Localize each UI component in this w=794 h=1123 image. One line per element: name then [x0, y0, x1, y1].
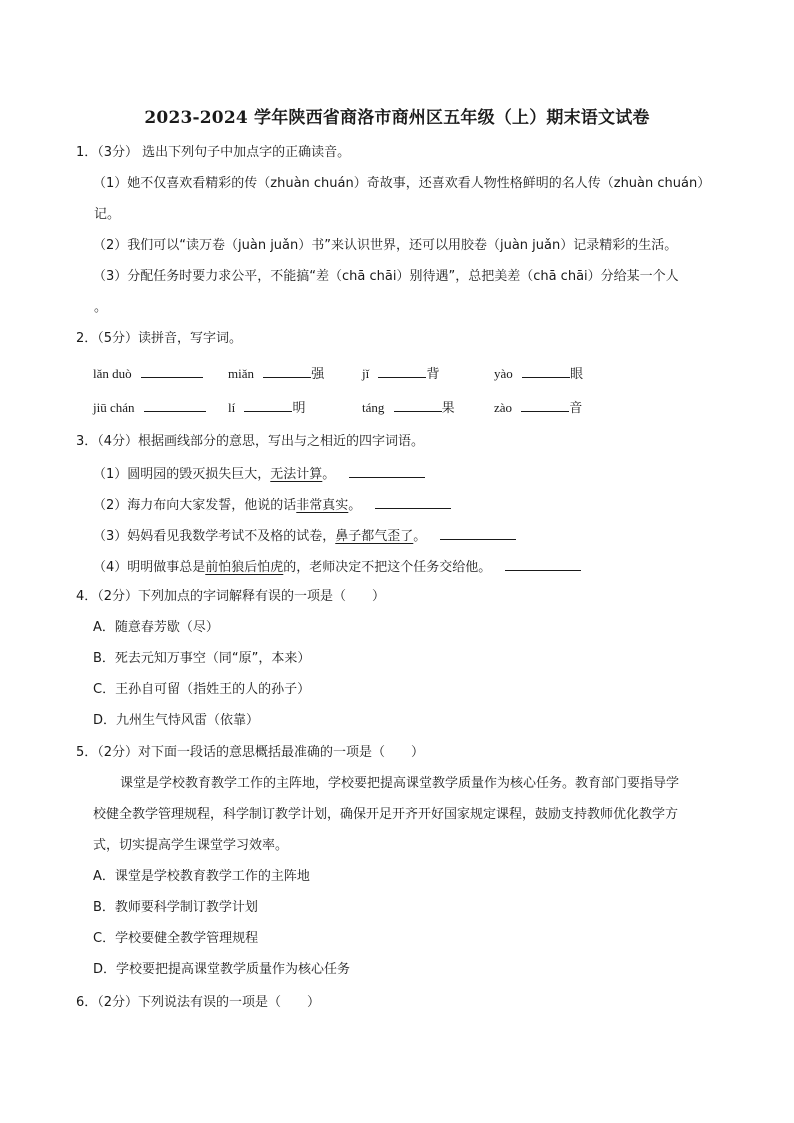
- pinyin-item: miǎn 强: [228, 363, 324, 384]
- question-1-sentence-1-end: 记。: [94, 207, 121, 222]
- exam-title: 2023-2024 学年陕西省商洛市商州区五年级（上）期末语文试卷: [144, 108, 650, 128]
- question-4-option-a[interactable]: A．随意春芳歇（尽）: [93, 620, 219, 635]
- answer-blank[interactable]: [440, 525, 516, 540]
- answer-blank[interactable]: [394, 397, 442, 412]
- question-5-option-c[interactable]: C．学校要健全教学管理规程: [93, 931, 259, 946]
- pinyin-item: jǐ 背: [362, 363, 440, 384]
- question-4-option-b[interactable]: B．死去元知万事空（同“原”，本来）: [93, 651, 311, 666]
- question-2-heading: 2．（5分）读拼音，写字词。: [76, 331, 243, 346]
- question-3-item-2: （2）海力布向大家发誓，他说的话非常真实。: [93, 494, 451, 516]
- question-5-passage-line-1: 课堂是学校教育教学工作的主阵地，学校要把提高课堂教学质量作为核心任务。教育部门要指导学: [120, 776, 680, 791]
- answer-blank[interactable]: [375, 494, 451, 509]
- question-5-heading: 5．（2分）对下面一段话的意思概括最准确的一项是（ ）: [76, 745, 425, 760]
- question-5-option-a[interactable]: A．课堂是学校教育教学工作的主阵地: [93, 869, 310, 884]
- answer-blank[interactable]: [522, 363, 570, 378]
- answer-blank[interactable]: [263, 363, 311, 378]
- pinyin-item: jiū chán: [93, 397, 206, 418]
- question-5-passage-line-3: 式，切实提高学生课堂学习效率。: [93, 838, 289, 853]
- answer-blank[interactable]: [521, 397, 569, 412]
- answer-blank[interactable]: [141, 363, 203, 378]
- question-4-heading: 4．（2分）下列加点的字词解释有误的一项是（ ）: [76, 589, 386, 604]
- question-5-option-b[interactable]: B．教师要科学制订教学计划: [93, 900, 258, 915]
- pinyin-item: táng 果: [362, 397, 455, 418]
- question-5-option-d[interactable]: D．学校要把提高课堂教学质量作为核心任务: [93, 962, 351, 977]
- pinyin-item: lí 明: [228, 397, 306, 418]
- answer-blank[interactable]: [349, 463, 425, 478]
- question-4-option-c[interactable]: C．王孙自可留（指姓王的人的孙子）: [93, 682, 311, 697]
- pinyin-item: zào 音: [494, 397, 582, 418]
- question-3-item-4: （4）明明做事总是前怕狼后怕虎的，老师决定不把这个任务交给他。: [93, 556, 581, 578]
- question-1-sentence-3-end: 。: [94, 300, 108, 315]
- question-6-heading: 6．（2分）下列说法有误的一项是（ ）: [76, 995, 321, 1010]
- question-1-sentence-3: （3）分配任务时要力求公平，不能搞“差（chā chāi）别待遇”，总把美差（chā chāi）分给某一个人: [93, 269, 679, 284]
- question-1-heading: 1．（3分） 选出下列句子中加点字的正确读音。: [76, 145, 351, 160]
- answer-blank[interactable]: [505, 556, 581, 571]
- question-3-heading: 3．（4分）根据画线部分的意思，写出与之相近的四字词语。: [76, 434, 425, 449]
- question-1-sentence-1: （1）她不仅喜欢看精彩的传（zhuàn chuán）奇故事，还喜欢看人物性格鲜明的名人传（zhuàn chuán）: [93, 176, 711, 191]
- question-4-option-d[interactable]: D．九州生气恃风雷（依靠）: [93, 713, 260, 728]
- question-3-item-3: （3）妈妈看见我数学考试不及格的试卷，鼻子都气歪了。: [93, 525, 516, 547]
- answer-blank[interactable]: [378, 363, 426, 378]
- question-3-item-1: （1）圆明园的毁灭损失巨大，无法计算。: [93, 463, 425, 485]
- answer-blank[interactable]: [144, 397, 206, 412]
- pinyin-item: lǎn duò: [93, 363, 203, 384]
- question-5-passage-line-2: 校健全教学管理规程，科学制订教学计划，确保开足开齐开好国家规定课程，鼓励支持教师优化教学方: [93, 807, 679, 822]
- pinyin-item: yào 眼: [494, 363, 583, 384]
- question-1-sentence-2: （2）我们可以“读万卷（juàn juǎn）书”来认识世界，还可以用胶卷（juàn juǎn）记录精彩的生活。: [93, 238, 678, 253]
- answer-blank[interactable]: [244, 397, 292, 412]
